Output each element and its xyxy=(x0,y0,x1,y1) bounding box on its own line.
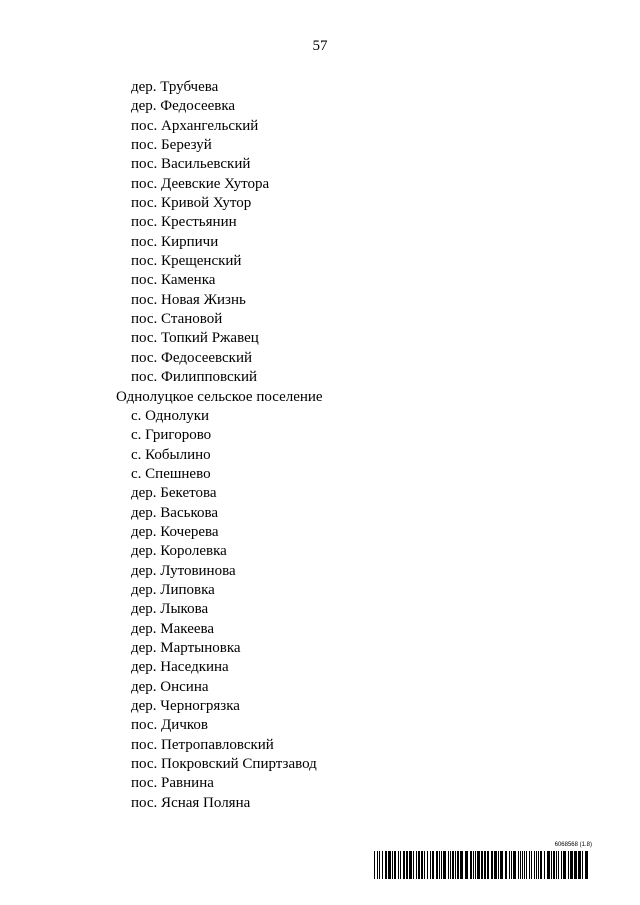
list-item: дер. Трубчева xyxy=(131,79,219,95)
list-item: дер. Мартыновка xyxy=(131,639,241,656)
page-number: 57 xyxy=(312,38,328,54)
list-item: дер. Онсина xyxy=(131,678,209,695)
list-item: пос. Кирпичи xyxy=(131,233,219,250)
list-item: дер. Черногрязка xyxy=(131,698,240,714)
list-item: пос. Новая Жизнь xyxy=(131,291,246,308)
list-item: дер. Наседкина xyxy=(131,659,229,676)
list-item: дер. Лутовинова xyxy=(131,562,236,579)
list-item: с. Григорово xyxy=(131,427,212,444)
list-item: дер. Лыкова xyxy=(131,601,209,618)
list-item: с. Спешнево xyxy=(131,465,211,482)
list-item: дер. Бекетова xyxy=(131,485,217,502)
list-item: пос. Становой xyxy=(131,311,223,328)
list-item: пос. Топкий Ржавец xyxy=(131,330,259,347)
list-item: пос. Васильевский xyxy=(131,156,251,173)
list-item: дер. Королевка xyxy=(131,543,227,560)
barcode-block xyxy=(374,842,592,882)
list-item: пос. Петропавловский xyxy=(131,736,274,753)
list-item: пос. Деевские Хутора xyxy=(131,175,270,192)
list-item: дер. Федосеевка xyxy=(131,98,236,115)
barcode-icon xyxy=(374,851,592,879)
list-item: дер. Макеева xyxy=(131,620,215,637)
list-item: пос. Покровский Спиртзавод xyxy=(131,756,317,773)
list-item: пос. Ясная Поляна xyxy=(131,794,251,811)
list-item: пос. Равнина xyxy=(131,775,214,792)
list-item: с. Однолуки xyxy=(131,407,210,424)
list-item: дер. Липовка xyxy=(131,581,215,598)
list-item: пос. Архангельский xyxy=(131,117,259,134)
list-item: пос. Федосеевский xyxy=(131,349,253,366)
list-item: пос. Крестьянин xyxy=(131,214,237,231)
list-item: пос. Каменка xyxy=(131,272,216,289)
list-item: пос. Кривой Хутор xyxy=(131,195,252,212)
list-item: дер. Кочерева xyxy=(131,523,219,540)
settlement-list xyxy=(0,78,640,813)
list-item: дер. Васькова xyxy=(131,504,219,521)
list-item: пос. Крещенский xyxy=(131,253,242,270)
list-item: пос. Дичков xyxy=(131,717,208,734)
district-heading: Однолуцкое сельское поселение xyxy=(116,388,323,405)
list-item: с. Кобылино xyxy=(131,446,211,463)
barcode-caption: 6068568 (1.8) xyxy=(554,842,592,848)
list-item: пос. Филипповский xyxy=(131,369,257,386)
list-item: пос. Березуй xyxy=(131,137,212,154)
